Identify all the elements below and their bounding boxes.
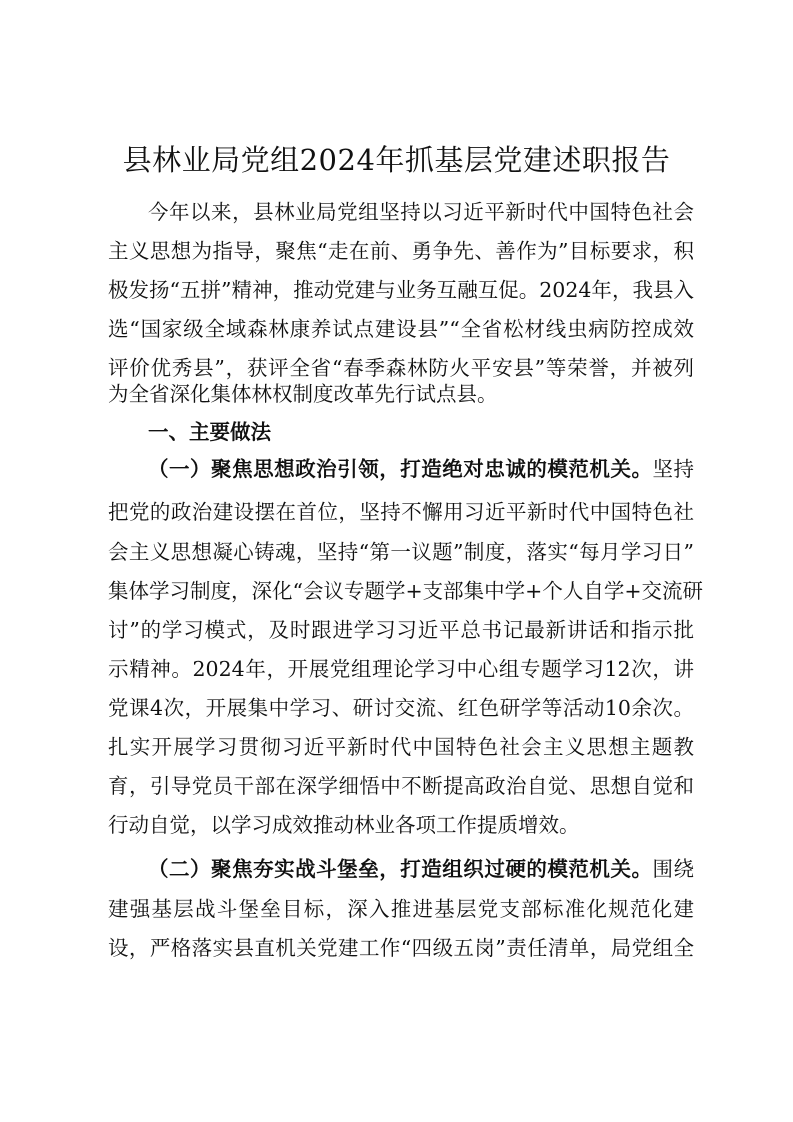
paragraph-line: 行动自觉，以学习成效推动林业各项工作提质增效。: [108, 813, 580, 837]
intro-line: 主义思想为指导，聚焦“走在前、勇争先、善作为”目标要求，积: [108, 239, 694, 263]
paragraph-line: 建强基层战斗堡垒目标，深入推进基层党支部标准化规范化建: [108, 897, 694, 921]
paragraph-line: 党课4次，开展集中学习、研讨交流、红色研学等活动10余次。: [108, 696, 694, 720]
intro-line: 评价优秀县”，获评全省“春季森林防火平安县”等荣誉，并被列: [108, 356, 694, 380]
part2-first-line: [148, 853, 694, 885]
paragraph-line: 示精神。2024年，开展党组理论学习中心组专题学习12次，讲: [108, 657, 694, 681]
part2-subheading: （二）聚焦夯实战斗堡垒，打造组织过硬的模范机关。: [148, 857, 653, 881]
paragraph-line: 把党的政治建设摆在首位，坚持不懈用习近平新时代中国特色社: [108, 500, 694, 524]
paragraph-line: 讨”的学习模式，及时跟进学习习近平总书记最新讲话和指示批: [108, 618, 694, 642]
intro-line: 选“国家级全域森林康养试点建设县”“全省松材线虫病防控成效: [108, 317, 694, 341]
intro-line: 今年以来，县林业局党组坚持以习近平新时代中国特色社会: [148, 200, 694, 224]
paragraph-line: 设，严格落实县直机关党建工作“四级五岗”责任清单，局党组全: [108, 936, 694, 960]
paragraph-line: 扎实开展学习贯彻习近平新时代中国特色社会主义思想主题教: [108, 735, 694, 759]
part1-first-line: [148, 453, 694, 485]
part2-first-line-rest: 围绕: [652, 857, 695, 881]
intro-line: 极发扬“五拼”精神，推动党建与业务互融互促。2024年，我县入: [108, 278, 694, 302]
part1-first-line-rest: 坚持: [652, 457, 695, 481]
document-title: 县林业局党组2024年抓基层党建述职报告: [122, 143, 671, 177]
intro-line: 为全省深化集体林权制度改革先行试点县。: [108, 382, 498, 406]
paragraph-line: 集体学习制度，深化“会议专题学+支部集中学+个人自学+交流研: [108, 579, 704, 603]
part1-subheading: （一）聚焦思想政治引领，打造绝对忠诚的模范机关。: [148, 457, 653, 481]
paragraph-line: 会主义思想凝心铸魂，坚持“第一议题”制度，落实“每月学习日”: [108, 540, 694, 564]
section-heading: 一、主要做法: [148, 420, 271, 444]
paragraph-line: 育，引导党员干部在深学细悟中不断提高政治自觉、思想自觉和: [108, 774, 694, 798]
